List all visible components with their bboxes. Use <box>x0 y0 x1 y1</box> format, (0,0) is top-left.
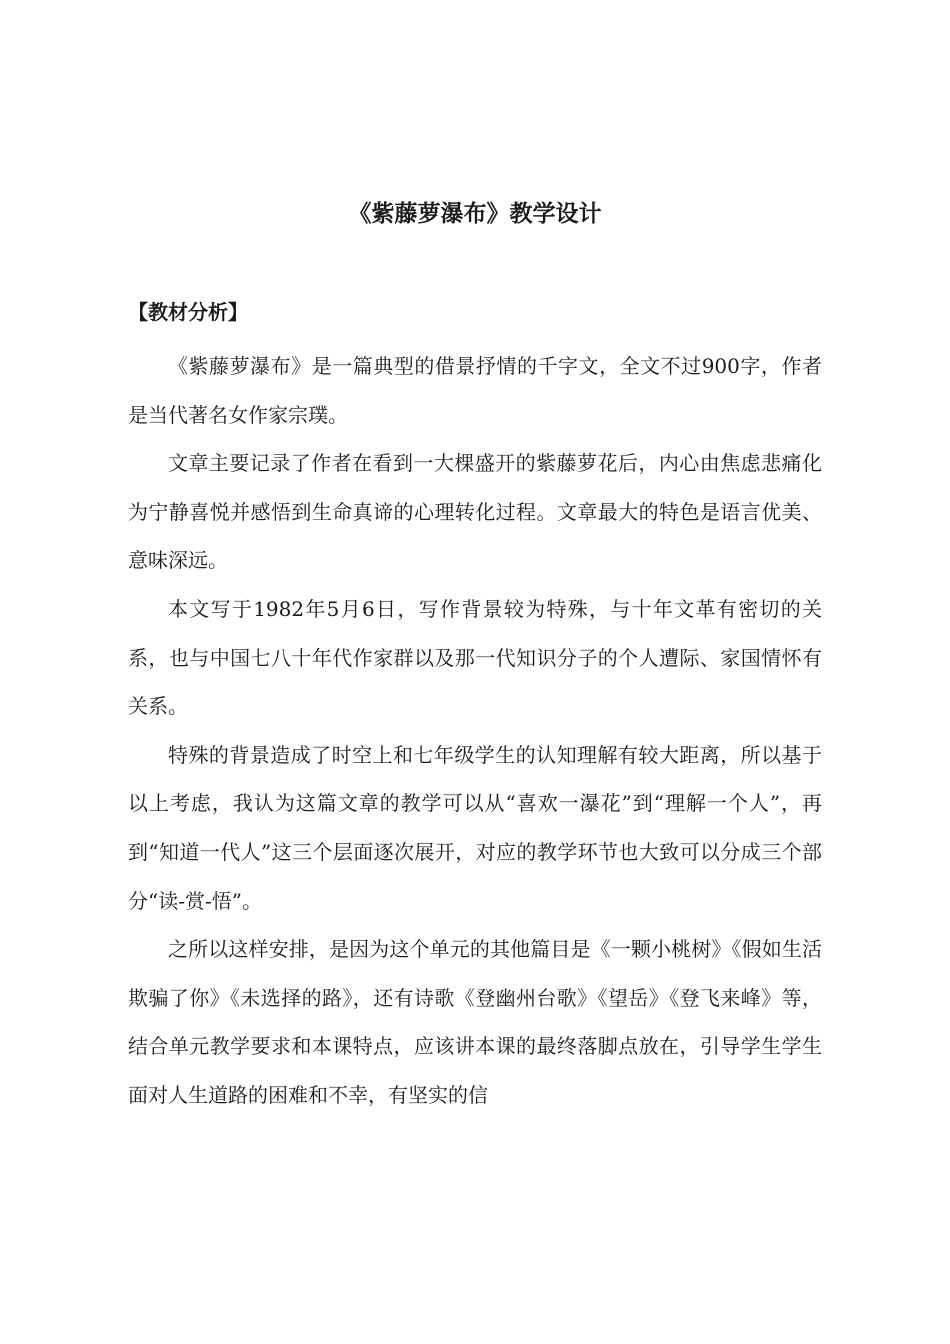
section-heading-textbook-analysis: 【教材分析】 <box>128 300 248 324</box>
paragraph-5: 之所以这样安排，是因为这个单元的其他篇目是《一颗小桃树》《假如生活欺骗了你》《未选择的路》，还有诗歌《登幽州台歌》《望岳》《登飞来峰》等，结合单元教学要求和本课特点，应该讲本课的最终落脚点放在，引导学生学生面对人生道路的困难和不幸，有坚实的信 <box>128 937 822 1107</box>
paragraph-3: 本文写于1982年5月6日，写作背景较为特殊，与十年文革有密切的关系，也与中国七八十年代作家群以及那一代知识分子的个人遭际、家国情怀有关系。 <box>128 596 822 719</box>
body-text <box>128 342 822 1120</box>
paragraph-2: 文章主要记录了作者在看到一大棵盛开的紫藤萝花后，内心由焦虑悲痛化为宁静喜悦并感悟到生命真谛的心理转化过程。文章最大的特色是语言优美、意味深远。 <box>128 451 822 573</box>
document-title: 《紫藤萝瀑布》教学设计 <box>348 200 602 227</box>
paragraph-4: 特殊的背景造成了时空上和七年级学生的认知理解有较大距离，所以基于以上考虑，我认为这篇文章的教学可以从“喜欢一瀑花”到“理解一个人”，再到“知道一代人”这三个层面逐次展开，对应的教学环节也大致可以分成三个部分“读-赏-悟”。 <box>128 742 822 913</box>
paragraph-1: 《紫藤萝瀑布》是一篇典型的借景抒情的千字文，全文不过900字，作者是当代著名女作家宗璞。 <box>128 354 822 427</box>
